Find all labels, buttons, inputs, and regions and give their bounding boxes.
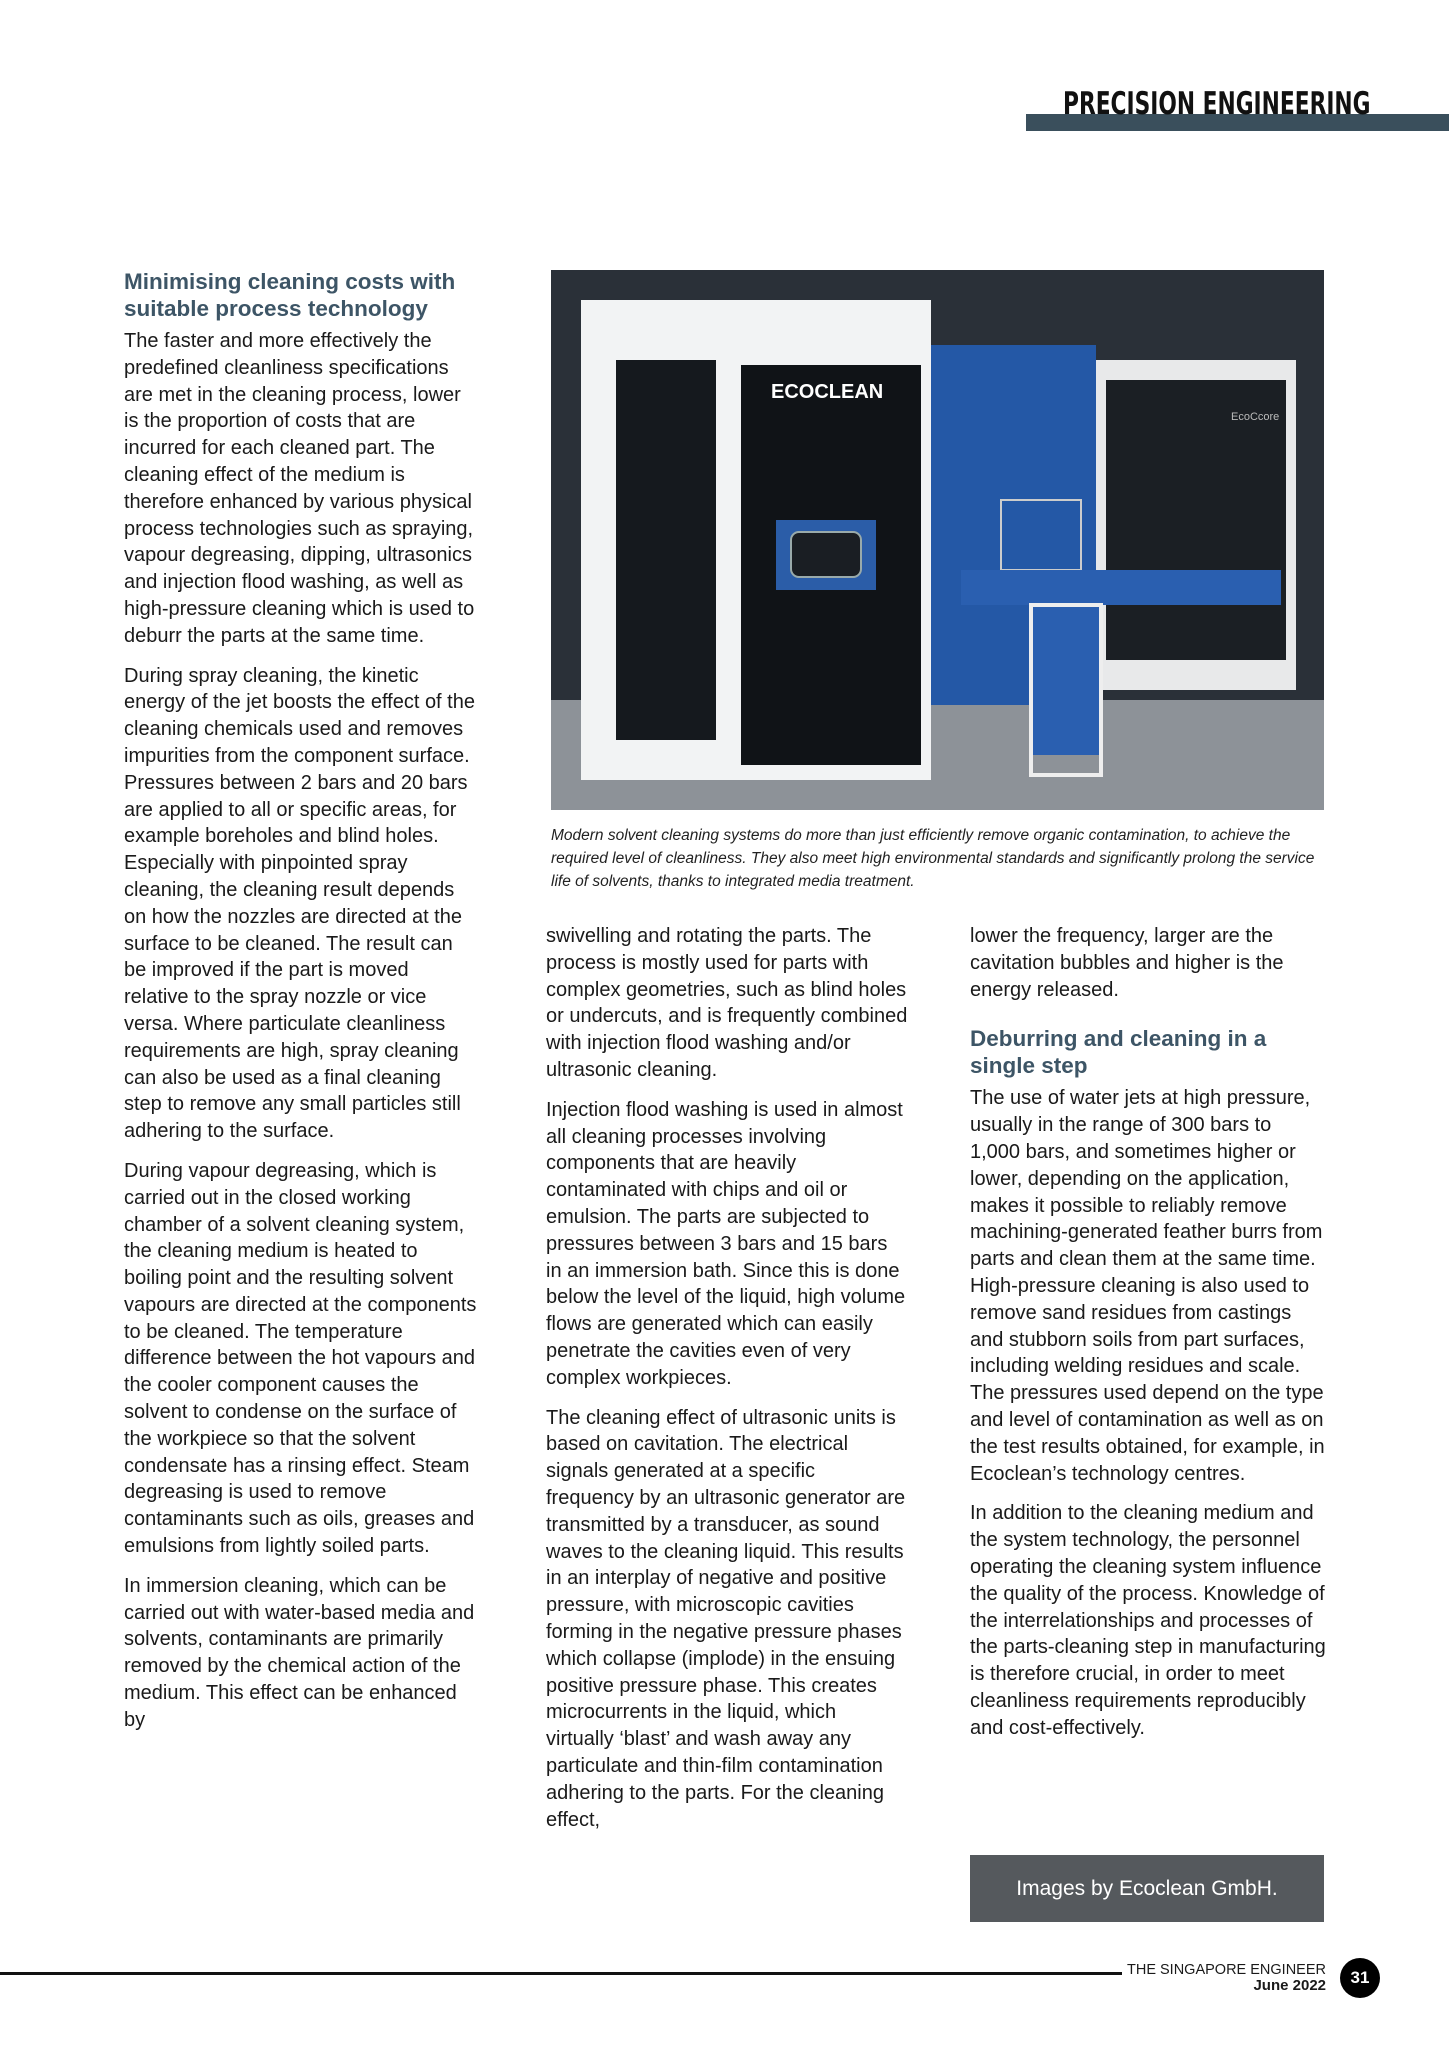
- paragraph: The faster and more effectively the predefined cleanliness specifications are met in the cleaning process, lower is the proportion of costs that are incurred for each cleaned part. The cleaning effect of the medium is therefore enhanced by various physical process technologies such as spraying, vapour degreasing, dipping, ultrasonics and injection flood washing, as well as high-pressure cleaning which is used to deburr the parts at the same time.: [124, 330, 475, 647]
- machine-photo: [551, 270, 1324, 810]
- paragraph: Injection flood washing is used in almost all cleaning processes involving components that are heavily contaminated with chips and oil or emulsion. The parts are subjected to pressures between 3 bars and 15 bars in an immersion bath. Since this is done below the level of the liquid, high volume flows are generated which can easily penetrate the cavities even of very complex workpieces.: [546, 1098, 906, 1389]
- paragraph: In immersion cleaning, which can be carried out with water-based media and solvents, contaminants are primarily removed by the chemical action of the medium. This effect can be enhanced by: [124, 1574, 475, 1731]
- issue-date: June 2022: [1253, 1977, 1326, 1994]
- footer-publication: [1127, 1962, 1326, 1994]
- column-right: [970, 923, 1326, 1755]
- page-number: 31: [1340, 1958, 1380, 1998]
- photo-caption: Modern solvent cleaning systems do more than just efficiently remove organic contamination, to achieve the required level of cleanliness. They also meet high environmental standards and significantly prolong the service life of solvents, thanks to integrated media treatment.: [551, 827, 1315, 890]
- section-heading: Minimising cleaning costs with suitable process technology: [124, 269, 456, 321]
- cleaning-machine-illustration: [551, 270, 1324, 810]
- paragraph: During spray cleaning, the kinetic energy of the jet boosts the effect of the cleaning chemicals used and removes impurities from the component surface. Pressures between 2 bars and 20 bars are applied to all or specific areas, for example boreholes and blind holes. Especially with pinpointed spray cleaning, the cleaning result depends on how the nozzles are directed at the surface to be cleaned. The result can be improved if the part is moved relative to the spray nozzle or vice versa. Where particulate cleanliness requirements are high, spray cleaning can also be used as a final cleaning step to remove any small particles still adhering to the surface.: [124, 664, 475, 1143]
- ecoclean-logo: ECOCLEAN: [771, 381, 884, 403]
- paragraph: The cleaning effect of ultrasonic units is based on cavitation. The electrical signals generated at a specific frequency by an ultrasonic generator are transmitted by a transducer, as sound waves to the cleaning liquid. This results in an interplay of negative and positive pressure, with microscopic cavities forming in the negative pressure phases which collapse (implode) in the ensuing positive pressure phase. This creates microcurrents in the liquid, which virtually ‘blast’ and wash away any particulate and thin-film contamination adhering to the parts. For the cleaning effect,: [546, 1406, 906, 1831]
- publication-name: THE SINGAPORE ENGINEER: [1126, 1962, 1326, 1978]
- paragraph: During vapour degreasing, which is carried out in the closed working chamber of a solvent cleaning system, the cleaning medium is heated to boiling point and the resulting solvent vapours are directed at the components to be cleaned. The temperature difference between the hot vapours and the cooler component causes the solvent to condense on the surface of the workpiece so that the solvent condensate has a rinsing effect. Steam degreasing is used to remove contaminants such as oils, greases and emulsions from lightly soiled parts.: [124, 1159, 477, 1558]
- paragraph: swivelling and rotating the parts. The process is mostly used for parts with complex geometries, such as blind holes or undercuts, and is frequently combined with injection flood washing and/or ultrasonic cleaning.: [546, 925, 908, 1081]
- paragraph: lower the frequency, larger are the cavitation bubbles and higher is the energy released.: [970, 925, 1284, 1001]
- paragraph: In addition to the cleaning medium and the system technology, the personnel operating the cleaning system influence the quality of the process. Knowledge of the interrelationships and processes of the parts-cleaning step in manufacturing is therefore crucial, in order to meet cleanliness requirements reproducibly and cost-effectively.: [970, 1502, 1326, 1739]
- column-left: [124, 268, 478, 1747]
- footer-rule: [0, 1972, 1122, 1975]
- image-credit-box: Images by Ecoclean GmbH.: [970, 1855, 1324, 1922]
- column-middle: [546, 923, 908, 1846]
- section-title: PRECISION ENGINEERING: [1063, 86, 1371, 122]
- panel-label: EcoCcore: [1231, 411, 1280, 423]
- paragraph: The use of water jets at high pressure, usually in the range of 300 bars to 1,000 bars, and sometimes higher or lower, depending on the application, makes it possible to reliably remove machining-generated feather burrs from parts and clean them at the same time. High-pressure cleaning is also used to remove sand residues from castings and stubborn soils from part surfaces, including welding residues and scale. The pressures used depend on the type and level of contamination as well as on the test results obtained, for example, in Ecoclean’s technology centres.: [970, 1087, 1325, 1485]
- section-heading: Deburring and cleaning in a single step: [970, 1026, 1267, 1079]
